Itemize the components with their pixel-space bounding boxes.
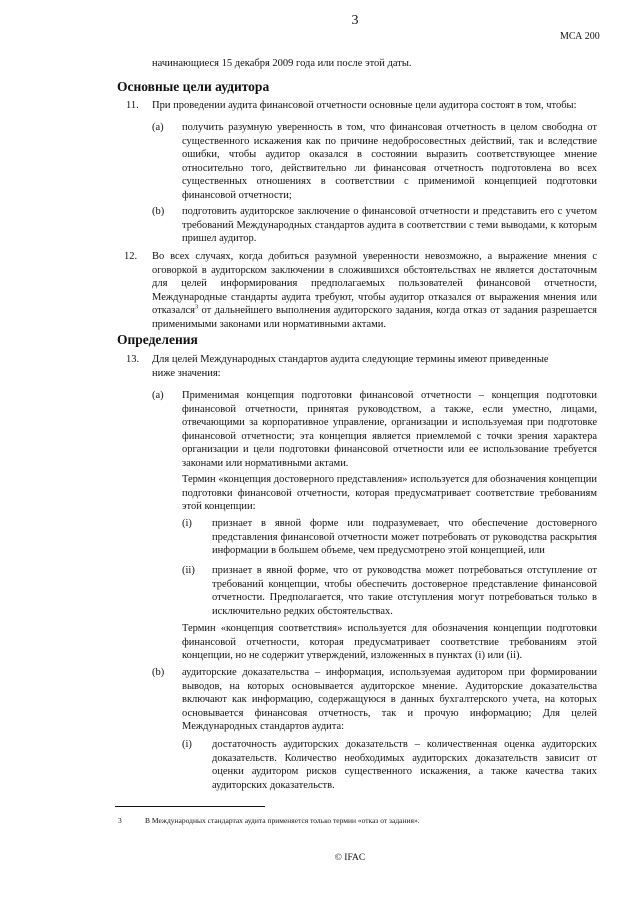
paragraph-11-item-a: получить разумную уверенность в том, что финансовая отчетность в целом свободна от существенного искажения как по причине недобросовестных действий, так и вследствие ошибки, чтобы аудитор оказался в состоянии выразить соответствующее мнение относительно того, действительно ли финансовая отчетность подготовлена во всех существенных отношениях в соответствии с применимой концепцией подготовки финансовой отчетности; xyxy=(182,122,597,201)
paragraph-12-text-start: Во всех случаях, когда добиться разумной уверенности невозможно, а выражение мнения с оговоркой в аудиторском заключении в сложившихся обстоятельствах не является достаточным для целей информирования предполагаемых пользователей финансовой отчетности, Международные стандарты аудита требуют, чтобы аудитор отказался от выражения мнения или отказался xyxy=(152,251,597,316)
definition-a-item-i: признает в явной форме или подразумевает, что обеспечение достоверного представления финансовой отчетности может потребовать от руководства раскрытия информации в большем объеме, чем предусмотрено этой концепцией, или xyxy=(212,518,597,556)
definition-a: Применимая концепция подготовки финансовой отчетности – концепция подготовки финансовой отчетности, принятая руководством, а также, если уместно, лицами, отвечающими за корпоративное управление, организации и используемая при подготовке финансовой отчетности; эта концепция является приемлемой с точки зрения характера организации и цели подготовки финансовой отчетности или ее использование требуется законами или нормативными актами. xyxy=(182,390,597,469)
definition-b-item-i: достаточность аудиторских доказательств – количественная оценка аудиторских доказательств. Количество необходимых аудиторских доказательств зависит от оценки аудитором рисков существенного искажения, а также качества таких аудиторских доказательств. xyxy=(212,739,597,791)
list-label: (b) xyxy=(152,667,165,678)
list-label: (a) xyxy=(152,122,164,133)
paragraph-number: 11. xyxy=(126,100,139,111)
paragraph-number: 13. xyxy=(126,354,140,365)
section-heading-objectives: Основные цели аудитора xyxy=(117,79,270,94)
list-label: (i) xyxy=(182,518,192,529)
section-heading-definitions: Определения xyxy=(117,332,198,347)
page-number: 3 xyxy=(351,13,359,28)
footnote-number: 3 xyxy=(118,816,122,825)
paragraph-11-text: При проведении аудита финансовой отчетности основные цели аудитора состоят в том, чтобы: xyxy=(152,100,577,111)
definition-a-item-ii: признает в явной форме, что от руководства может потребоваться отступление от требований концепции, чтобы обеспечить достоверное представление финансовой отчетности. Предполагается, что такие отступления могут потребоваться только в исключительно редких обстоятельствах. xyxy=(212,565,597,617)
paragraph-11-item-b: подготовить аудиторское заключение о финансовой отчетности и представить его с учетом требований Международных стандартов аудита в соответствии с теми выводами, к которым пришел аудитор. xyxy=(182,206,597,244)
footer-copyright: © IFAC xyxy=(334,853,366,863)
footnote-reference[interactable]: 3 xyxy=(194,303,199,311)
paragraph-number: 12. xyxy=(124,251,138,262)
definition-compliance: Термин «концепция соответствия» используется для обозначения концепции подготовки финансовой отчетности, которая предусматривает соответствие требованиям этой концепции, но не содержит утверждений, изложенных в пунктах (i) или (ii). xyxy=(182,623,597,661)
list-label: (i) xyxy=(182,739,192,750)
paragraph-12-text-end: от дальнейшего выполнения аудиторского задания, когда отказ от задания разрешается применимыми законами или нормативными актами. xyxy=(152,305,597,330)
list-label: (a) xyxy=(152,390,164,401)
footnote-divider xyxy=(115,806,265,807)
paragraph-12-text xyxy=(152,250,597,331)
definition-fair-presentation: Термин «концепция достоверного представления» используется для обозначения концепции подготовки финансовой отчетности, которая предусматривает соответствие требованиям этой концепции: xyxy=(182,474,597,512)
intro-line: начинающиеся 15 декабря 2009 года или после этой даты. xyxy=(152,58,412,69)
definition-b: аудиторские доказательства – информация, используемая аудитором при формировании выводов, на которых основывается аудиторское мнение. Аудиторские доказательства включают как информацию, содержащуюся в данных бухгалтерского учета, на которых основывается финансовая отчетность, так и прочую информацию; Для целей Международных стандартов аудита: xyxy=(182,667,597,732)
footnote-text: В Международных стандартах аудита применяется только термин «отказ от задания». xyxy=(145,816,420,825)
document-id: МСА 200 xyxy=(560,31,600,42)
list-label: (b) xyxy=(152,206,165,217)
paragraph-13-text: Для целей Международных стандартов аудита следующие термины имеют приведенные ниже значения: xyxy=(152,354,549,379)
list-label: (ii) xyxy=(182,565,195,576)
